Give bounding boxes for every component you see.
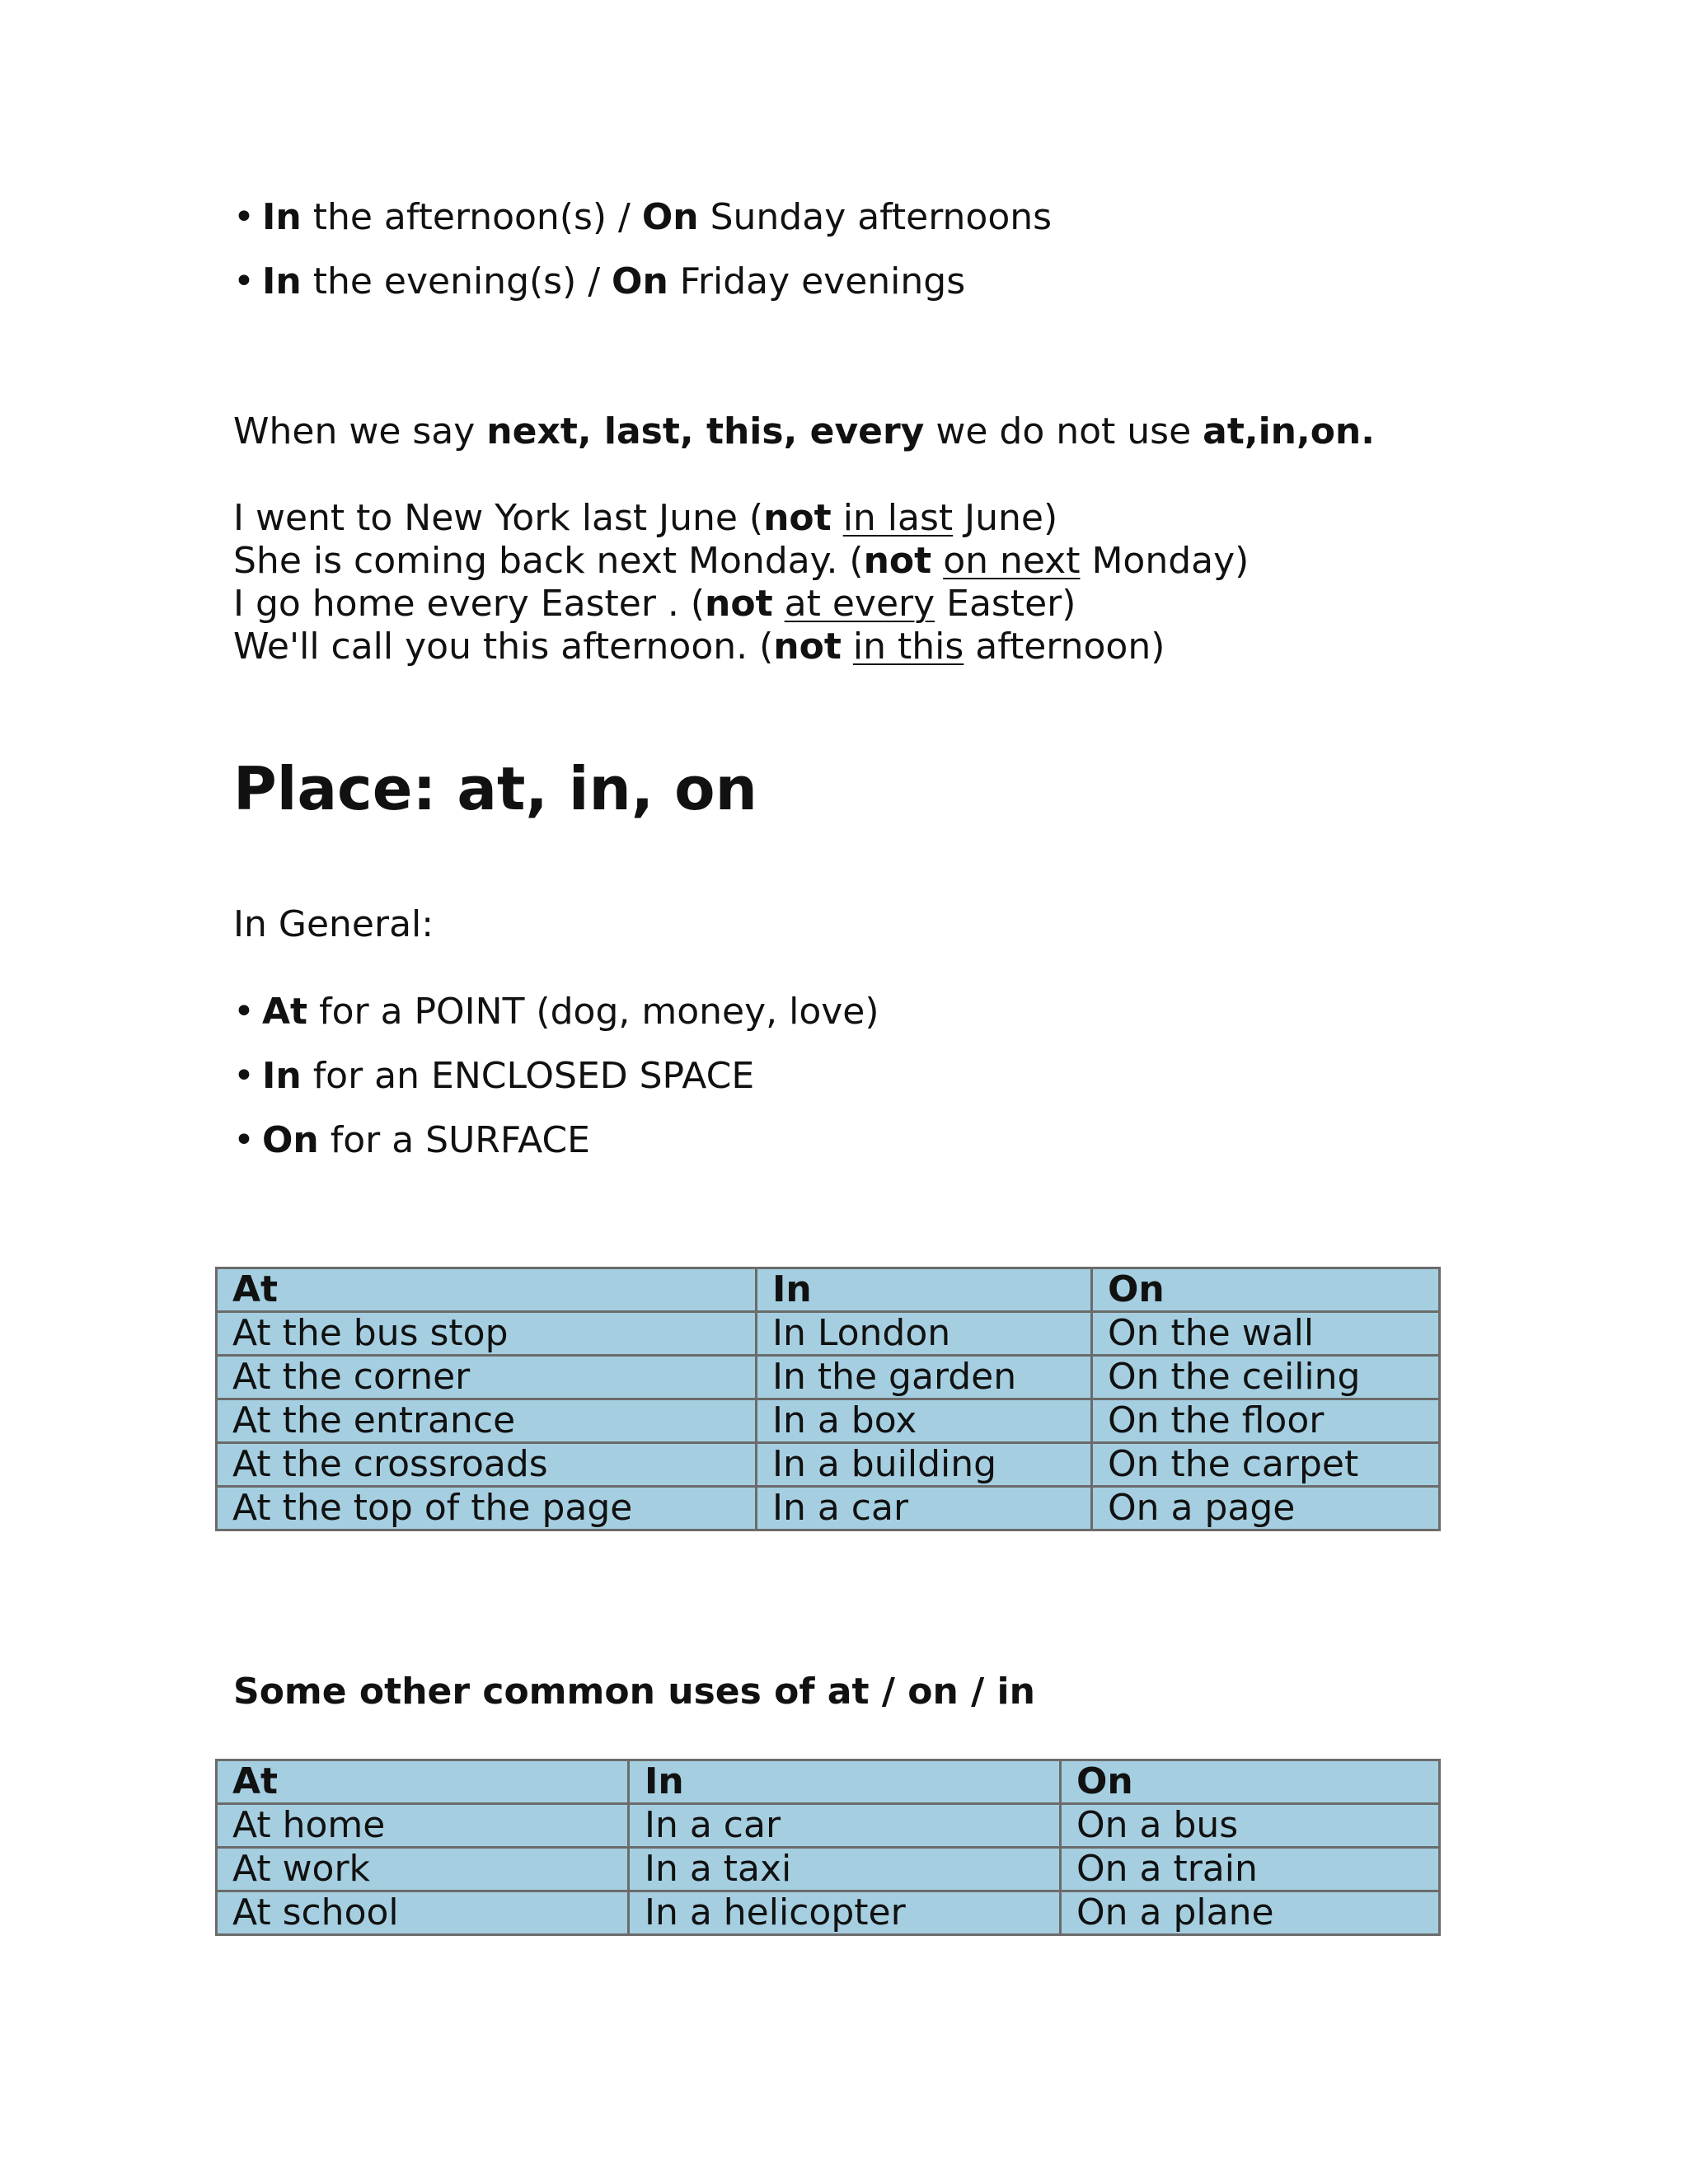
table-header-row xyxy=(217,1268,1440,1312)
table-cell: On the carpet xyxy=(1092,1443,1440,1487)
place-bullet-at: • At for a POINT (dog, money, love) xyxy=(233,991,879,1033)
place-table xyxy=(215,1267,1441,1531)
table-row xyxy=(217,1356,1440,1399)
table-cell: At school xyxy=(217,1891,629,1935)
table-cell: In a building xyxy=(757,1443,1092,1487)
table-cell: At the entrance xyxy=(217,1399,757,1443)
table-cell: In a car xyxy=(629,1804,1061,1848)
table-row xyxy=(217,1804,1440,1848)
table-cell: At home xyxy=(217,1804,629,1848)
table-cell: At work xyxy=(217,1848,629,1891)
table-cell: In the garden xyxy=(757,1356,1092,1399)
table-row xyxy=(217,1312,1440,1356)
table-cell: At the top of the page xyxy=(217,1487,757,1530)
table-cell: At the crossroads xyxy=(217,1443,757,1487)
table-row xyxy=(217,1399,1440,1443)
table-row xyxy=(217,1487,1440,1530)
table-row xyxy=(217,1891,1440,1935)
table-cell: In a box xyxy=(757,1399,1092,1443)
column-header-in: In xyxy=(757,1268,1092,1312)
table-cell: On the ceiling xyxy=(1092,1356,1440,1399)
example-sentence: We'll call you this afternoon. (not in this afternoon) xyxy=(233,626,1165,668)
column-header-on: On xyxy=(1061,1760,1440,1804)
general-label: In General: xyxy=(233,903,434,945)
table-cell: On a train xyxy=(1061,1848,1440,1891)
bullet-dot: • xyxy=(233,260,255,302)
example-sentence: She is coming back next Monday. (not on next Monday) xyxy=(233,540,1250,582)
place-bullet-on: • On for a SURFACE xyxy=(233,1119,590,1161)
other-uses-heading: Some other common uses of at / on / in xyxy=(233,1671,1035,1713)
table-cell: On a page xyxy=(1092,1487,1440,1530)
table-cell: On a plane xyxy=(1061,1891,1440,1935)
example-sentence: I went to New York last June (not in last June) xyxy=(233,497,1058,539)
time-bullet-afternoon: • In the afternoon(s) / On Sunday afternoons xyxy=(233,196,1053,238)
bullet-dot: • xyxy=(233,1119,255,1161)
place-heading: Place: at, in, on xyxy=(233,754,757,823)
column-header-on: On xyxy=(1092,1268,1440,1312)
bullet-dot: • xyxy=(233,196,255,238)
time-bullet-evening: • In the evening(s) / On Friday evenings xyxy=(233,260,966,302)
table-row xyxy=(217,1848,1440,1891)
column-header-at: At xyxy=(217,1760,629,1804)
table-cell: At the bus stop xyxy=(217,1312,757,1356)
table-cell: In London xyxy=(757,1312,1092,1356)
table-cell: On the wall xyxy=(1092,1312,1440,1356)
table-cell: In a helicopter xyxy=(629,1891,1061,1935)
table-cell: On the floor xyxy=(1092,1399,1440,1443)
column-header-at: At xyxy=(217,1268,757,1312)
table-cell: At the corner xyxy=(217,1356,757,1399)
table-header-row xyxy=(217,1760,1440,1804)
bullet-dot: • xyxy=(233,991,255,1033)
rule-paragraph: When we say next, last, this, every we do not use at,in,on. xyxy=(233,410,1375,452)
place-bullet-in: • In for an ENCLOSED SPACE xyxy=(233,1055,755,1097)
table-cell: On a bus xyxy=(1061,1804,1440,1848)
example-sentence: I go home every Easter . (not at every Easter) xyxy=(233,583,1076,625)
column-header-in: In xyxy=(629,1760,1061,1804)
other-uses-table xyxy=(215,1759,1441,1936)
table-cell: In a car xyxy=(757,1487,1092,1530)
table-row xyxy=(217,1443,1440,1487)
table-cell: In a taxi xyxy=(629,1848,1061,1891)
bullet-dot: • xyxy=(233,1055,255,1097)
